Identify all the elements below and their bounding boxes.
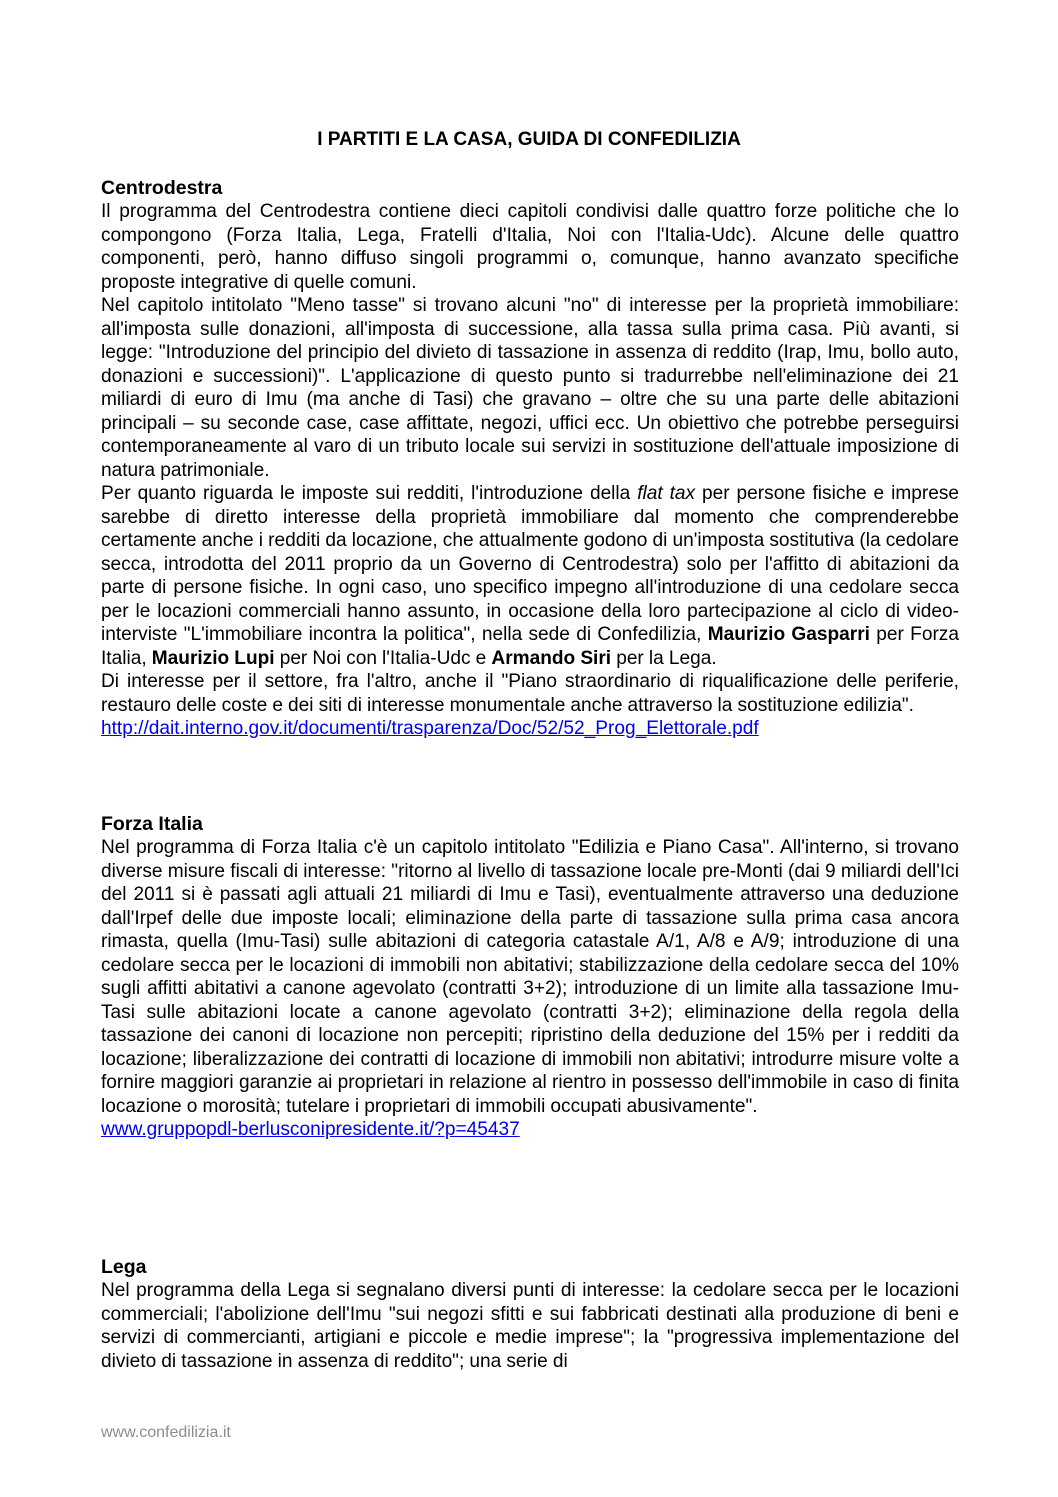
- section-heading-centrodestra: Centrodestra: [101, 177, 223, 199]
- paragraph: Nel programma di Forza Italia c'è un capitolo intitolato "Edilizia e Piano Casa". All'interno, si trovano diverse misure fiscali di interesse: "ritorno al livello di tassazione locale pre-Monti (dai 9 miliardi dell'Ici del 2011 si è passati agli attuali 21 miliardi di Imu e Tasi), eventualmente attraverso una deduzione dall'Irpef delle due imposte locali; eliminazione della parte di tassazione sulla prima casa ancora rimasta, quella (Imu-Tasi) sulle abitazioni di categoria catastale A/1, A/8 e A/9; introduzione di una cedolare secca per le locazioni di immobili non abitativi; stabilizzazione della cedolare secca del 10% sugli affitti abitativi a canone agevolato (contratti 3+2); introduzione di un limite alla tassazione Imu-Tasi sulle abitazioni locate a canone agevolato (contratti 3+2); eliminazione della regola della tassazione dei canoni di locazione non percepiti; ripristino della deduzione del 15% per i redditi da locazione; liberalizzazione dei contratti di locazione di immobili non abitativi; introdurre misure volte a fornire maggiori garanzie ai proprietari in relazione al rientro in possesso dell'immobile in caso di finita locazione o morosità; tutelare i proprietari di immobili occupati abusivamente".: [101, 837, 959, 1117]
- paragraph: Il programma del Centrodestra contiene dieci capitoli condivisi dalle quattro forze politiche che lo compongono (Forza Italia, Lega, Fratelli d'Italia, Noi con l'Italia-Udc). Alcune delle quattro componenti, però, hanno diffuso singoli programmi o, comunque, hanno avanzato specifiche proposte integrative di quelle comuni.: [101, 201, 959, 293]
- footer-website: www.confedilizia.it: [101, 1424, 231, 1441]
- section-heading-forza-italia: Forza Italia: [101, 813, 203, 835]
- section-lega: [101, 1256, 959, 1373]
- text-run: Per quanto riguarda le imposte sui redditi, l'introduzione della: [101, 483, 638, 504]
- section-heading-lega: Lega: [101, 1256, 147, 1278]
- paragraph: Di interesse per il settore, fra l'altro, anche il "Piano straordinario di riqualificazione delle periferie, restauro delle coste e dei siti di interesse monumentale anche attraverso la sostituzione edilizia".: [101, 671, 959, 716]
- text-run: per Noi con l'Italia-Udc e: [274, 647, 492, 669]
- text-run: per persone fisiche e imprese sarebbe di diretto interesse della proprietà immobiliare dal momento che comprenderebbe certamente anche i redditi da locazione, che attualmente godono di un'imposta sostitutiva (la cedolare secca, introdotta del 2011 proprio da un Governo di Centrodestra) solo per l'affitto di abitazioni da parte di persone fisiche. In ogni caso, uno specifico impegno all'introduzione di una cedolare secca per le locazioni commerciali hanno assunto, in occasione della loro partecipazione al ciclo di video-interviste "L'immobiliare incontra la politica", nella sede di Confedilizia,: [101, 483, 959, 645]
- italic-term: flat tax: [637, 483, 696, 504]
- paragraph: [101, 482, 959, 670]
- document-title: I PARTITI E LA CASA, GUIDA DI CONFEDILIZIA: [317, 129, 741, 150]
- person-name: Maurizio Gasparri: [707, 624, 870, 645]
- person-name: Armando Siri: [491, 647, 612, 669]
- text-run: per Forza Italia,: [101, 624, 959, 669]
- source-link-forza-italia[interactable]: www.gruppopdl-berlusconipresidente.it/?p=45437: [101, 1119, 520, 1140]
- section-forza-italia: [101, 813, 959, 1142]
- source-link-centrodestra[interactable]: http://dait.interno.gov.it/documenti/trasparenza/Doc/52/52_Prog_Elettorale.pdf: [101, 718, 759, 739]
- paragraph: Nel programma della Lega si segnalano diversi punti di interesse: la cedolare secca per le locazioni commerciali; l'abolizione dell'Imu "sui negozi sfitti e sui fabbricati destinati alla produzione di beni e servizi di commercianti, artigiani e piccole e medie imprese"; la "progressiva implementazione del divieto di tassazione in assenza di reddito"; una serie di: [101, 1280, 959, 1372]
- text-run: per la Lega.: [611, 647, 717, 669]
- section-centrodestra: [101, 177, 959, 741]
- paragraph: Nel capitolo intitolato "Meno tasse" si trovano alcuni "no" di interesse per la proprietà immobiliare: all'imposta sulle donazioni, all'imposta di successione, alla tassa sulla prima casa. Più avanti, si legge: "Introduzione del principio del divieto di tassazione in assenza di reddito (Irap, Imu, bollo auto, donazioni e successioni)". L'applicazione di questo punto si tradurrebbe nell'eliminazione dei 21 miliardi di euro di Imu (ma anche di Tasi) che gravano – oltre che su una parte delle abitazioni principali – su seconde case, case affittate, negozi, uffici ecc. Un obiettivo che potrebbe perseguirsi contemporaneamente al varo di un tributo locale sui servizi in sostituzione dell'attuale imposizione di natura patrimoniale.: [101, 295, 959, 481]
- person-name: Maurizio Lupi: [151, 647, 275, 669]
